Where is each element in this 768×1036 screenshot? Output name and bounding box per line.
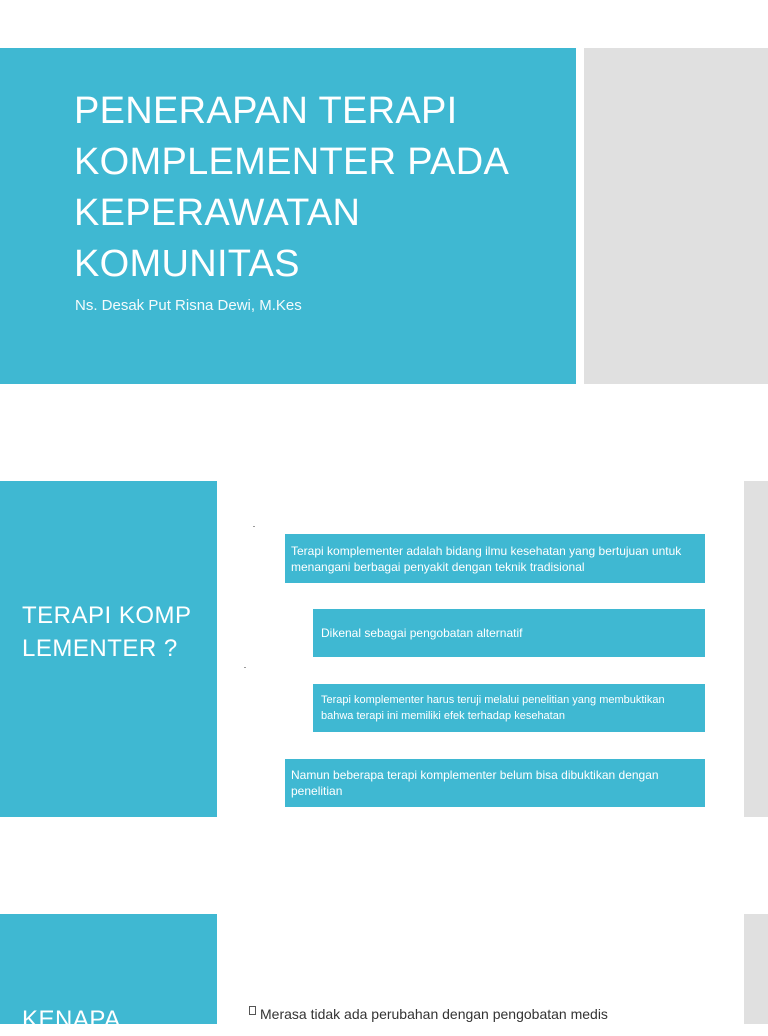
title-slide-heading: PENERAPAN TERAPI KOMPLEMENTER PADA KEPERAWATAN KOMUNITAS [74, 90, 508, 285]
decorative-dot [244, 667, 246, 668]
slide3-side-panel [744, 914, 768, 1024]
title-slide-side-panel [584, 48, 768, 384]
alternative-box [313, 609, 705, 657]
unproven-text: Namun beberapa terapi komplementer belum bisa dibuktikan dengan penelitian [291, 768, 659, 798]
research-text: Terapi komplementer harus teruji melalui penelitian yang membuktikan bahwa terapi ini memiliki efek terhadap kesehatan [321, 694, 665, 722]
slide2-side-panel [744, 481, 768, 817]
definition-box [285, 534, 705, 583]
slide2-heading: TERAPI KOMPLEMENTER ? [22, 602, 192, 662]
research-box [313, 684, 705, 732]
slide3-heading: KENAPA [22, 1006, 121, 1033]
title-slide-author: Ns. Desak Put Risna Dewi, M.Kes [75, 297, 302, 314]
alternative-text: Dikenal sebagai pengobatan alternatif [321, 626, 523, 640]
unproven-box [285, 759, 705, 807]
decorative-dot [253, 526, 255, 527]
definition-text: Terapi komplementer adalah bidang ilmu kesehatan yang bertujuan untuk menangani berbagai penyakit dengan teknik tradisional [291, 543, 682, 574]
bullet-item: Merasa tidak ada perubahan dengan pengobatan medis [260, 1006, 608, 1022]
square-bullet-icon [249, 1006, 256, 1015]
